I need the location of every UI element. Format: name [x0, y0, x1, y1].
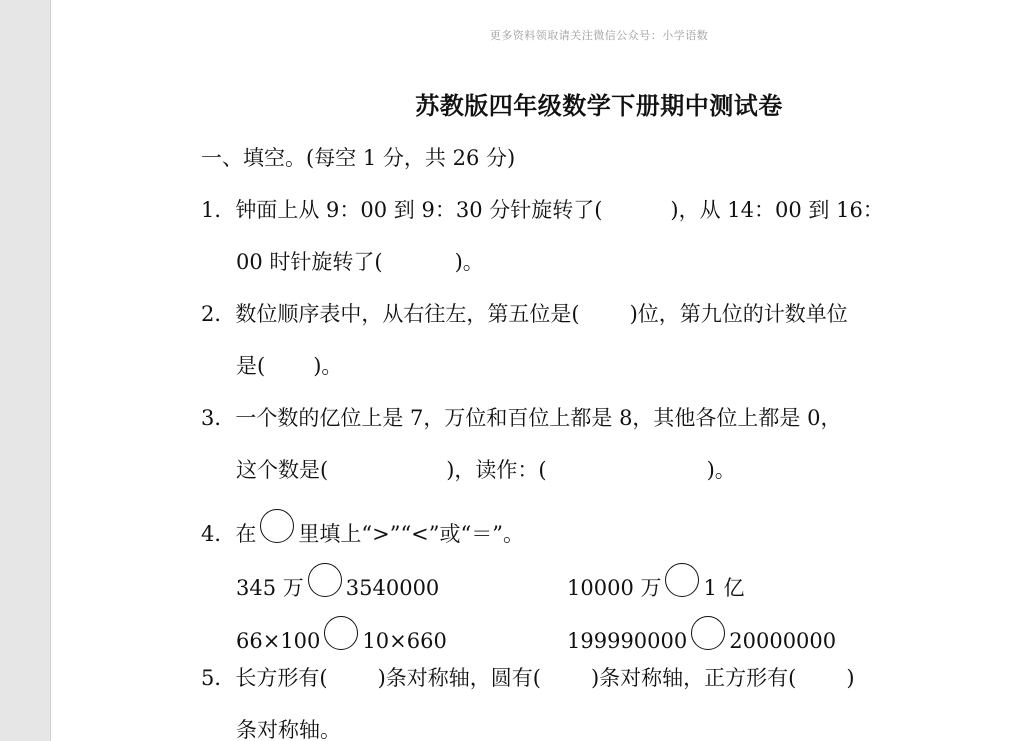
comparison-1-right: 3540000	[345, 576, 440, 600]
question-5-line-2: 条对称轴。	[236, 718, 341, 741]
comparison-3-left: 66×100	[236, 629, 321, 653]
comparison-2	[567, 563, 745, 602]
question-4-line-1	[201, 509, 524, 548]
question-5-line-1	[201, 662, 855, 692]
q1-part-a: 1．钟面上从 9：00 到 9：30 分针旋转了(	[201, 198, 603, 222]
q4-part-a: 4．在	[201, 522, 257, 546]
question-3-line-2	[236, 454, 736, 484]
left-gutter	[0, 0, 51, 741]
q1-part-c: 00 时针旋转了(	[236, 250, 383, 274]
q2-part-d: )。	[313, 354, 343, 378]
question-1-line-1	[201, 194, 884, 224]
q2-part-b: )位，第九位的计数单位	[629, 302, 848, 326]
answer-circle-icon[interactable]	[324, 616, 358, 650]
q3-part-b: )，读作：(	[446, 458, 547, 482]
answer-circle-icon[interactable]	[308, 563, 342, 597]
answer-circle-icon[interactable]	[665, 563, 699, 597]
question-2-line-1	[201, 298, 848, 328]
q2-part-a: 2．数位顺序表中，从右往左，第五位是(	[201, 302, 580, 326]
comparison-4-left: 199990000	[567, 629, 688, 653]
comparison-2-right: 1 亿	[703, 576, 745, 600]
q3-part-c: )。	[706, 458, 736, 482]
question-3-line-1: 3．一个数的亿位上是 7，万位和百位上都是 8，其他各位上都是 0，	[201, 406, 842, 430]
q5-part-a: 5．长方形有(	[201, 666, 328, 690]
comparison-1-left: 345 万	[236, 576, 304, 600]
section-heading: 一、填空。(每空 1 分，共 26 分)	[201, 146, 516, 170]
compare-circle-icon	[260, 509, 294, 543]
question-2-line-2	[236, 350, 342, 380]
document-title: 苏教版四年级数学下册期中测试卷	[415, 92, 783, 120]
question-1-line-2	[236, 246, 484, 276]
document-page	[51, 0, 1014, 741]
comparison-1	[236, 563, 439, 602]
comparison-3	[236, 616, 447, 653]
q1-part-d: )。	[454, 250, 484, 274]
comparison-3-right: 10×660	[362, 629, 447, 653]
q4-part-b: 里填上“>”“<”或“＝”。	[298, 522, 524, 546]
q5-part-b: )条对称轴，圆有(	[377, 666, 541, 690]
comparison-4	[567, 616, 836, 653]
answer-circle-icon[interactable]	[691, 616, 725, 650]
header-note: 更多资料领取请关注微信公众号：小学语数	[489, 29, 709, 42]
q3-part-a: 这个数是(	[236, 458, 329, 482]
comparison-2-left: 10000 万	[567, 576, 662, 600]
q5-part-c: )条对称轴，正方形有(	[590, 666, 797, 690]
q2-part-c: 是(	[236, 354, 266, 378]
q5-part-d: )	[846, 666, 855, 690]
q1-part-b: )，从 14：00 到 16：	[670, 198, 884, 222]
comparison-4-right: 20000000	[729, 629, 837, 653]
